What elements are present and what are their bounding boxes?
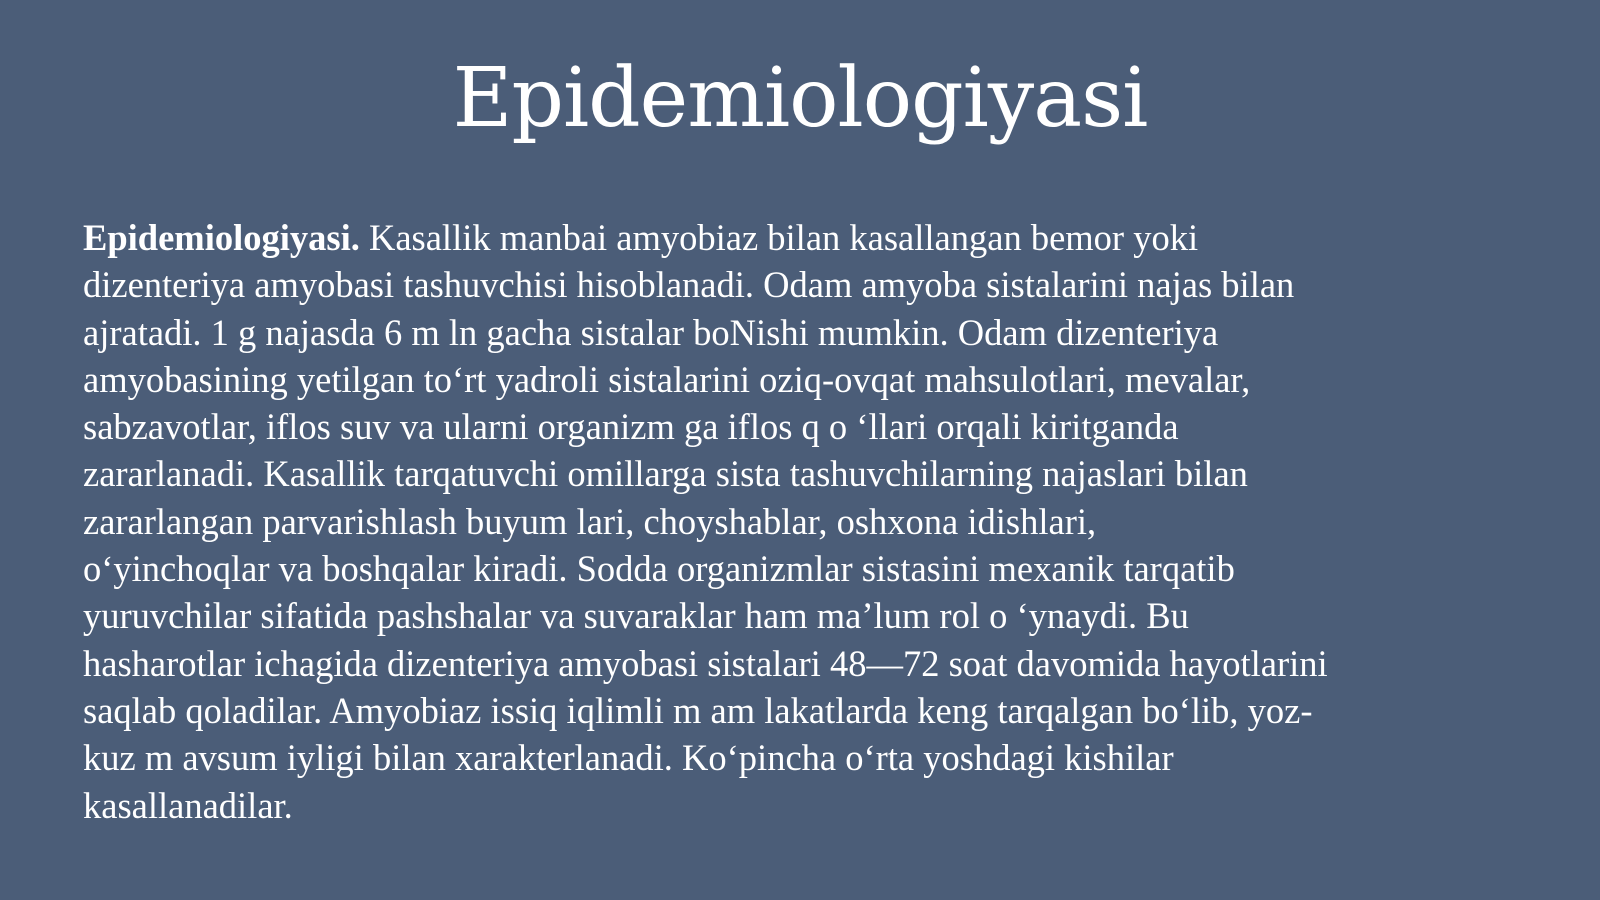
body-line: kuz m avsum iyligi bilan xarakterlanadi. Ko‘pincha o‘rta yoshdagi kishilar [83, 737, 1174, 779]
slide-body-text [83, 214, 1553, 829]
body-line: o‘yinchoqlar va boshqalar kiradi. Sodda organizmlar sistasini mexanik tarqatib [83, 548, 1235, 590]
body-line [83, 214, 1553, 261]
body-line: kasallanadilar. [83, 784, 293, 826]
body-line: zararlanadi. Kasallik tarqatuvchi omillarga sista tashuvchilarning najaslari bilan [83, 453, 1248, 495]
body-line: dizenteriya amyobasi tashuvchisi hisoblanadi. Odam amyoba sistalarini najas bilan [83, 264, 1295, 306]
body-lead-term: Epidemiologiyasi. [83, 217, 360, 258]
body-line: ajratadi. 1 g najasda 6 m ln gacha sistalar boNishi mumkin. Odam dizenteriya [83, 311, 1219, 353]
body-line: zararlangan parvarishlash buyum lari, choyshablar, oshxona idishlari, [83, 500, 1097, 542]
body-line: saqlab qoladilar. Amyobiaz issiq iqlimli m am lakatlarda keng tarqalgan bo‘lib, yoz- [83, 689, 1313, 731]
slide-title: Epidemiologiyasi [452, 51, 1148, 146]
body-line-text: Kasallik manbai amyobiaz bilan kasallangan bemor yoki [359, 217, 1199, 258]
body-line: amyobasining yetilgan to‘rt yadroli sistalarini oziq-ovqat mahsulotlari, mevalar, [83, 358, 1251, 400]
body-line: hasharotlar ichagida dizenteriya amyobasi sistalari 48—72 soat davomida hayotlarini [83, 642, 1328, 684]
body-line: sabzavotlar, iflos suv va ularni organizm ga iflos q o ‘llari orqali kiritganda [83, 406, 1179, 448]
body-line: yuruvchilar sifatida pashshalar va suvaraklar ham ma’lum rol o ‘ynaydi. Bu [83, 595, 1189, 637]
